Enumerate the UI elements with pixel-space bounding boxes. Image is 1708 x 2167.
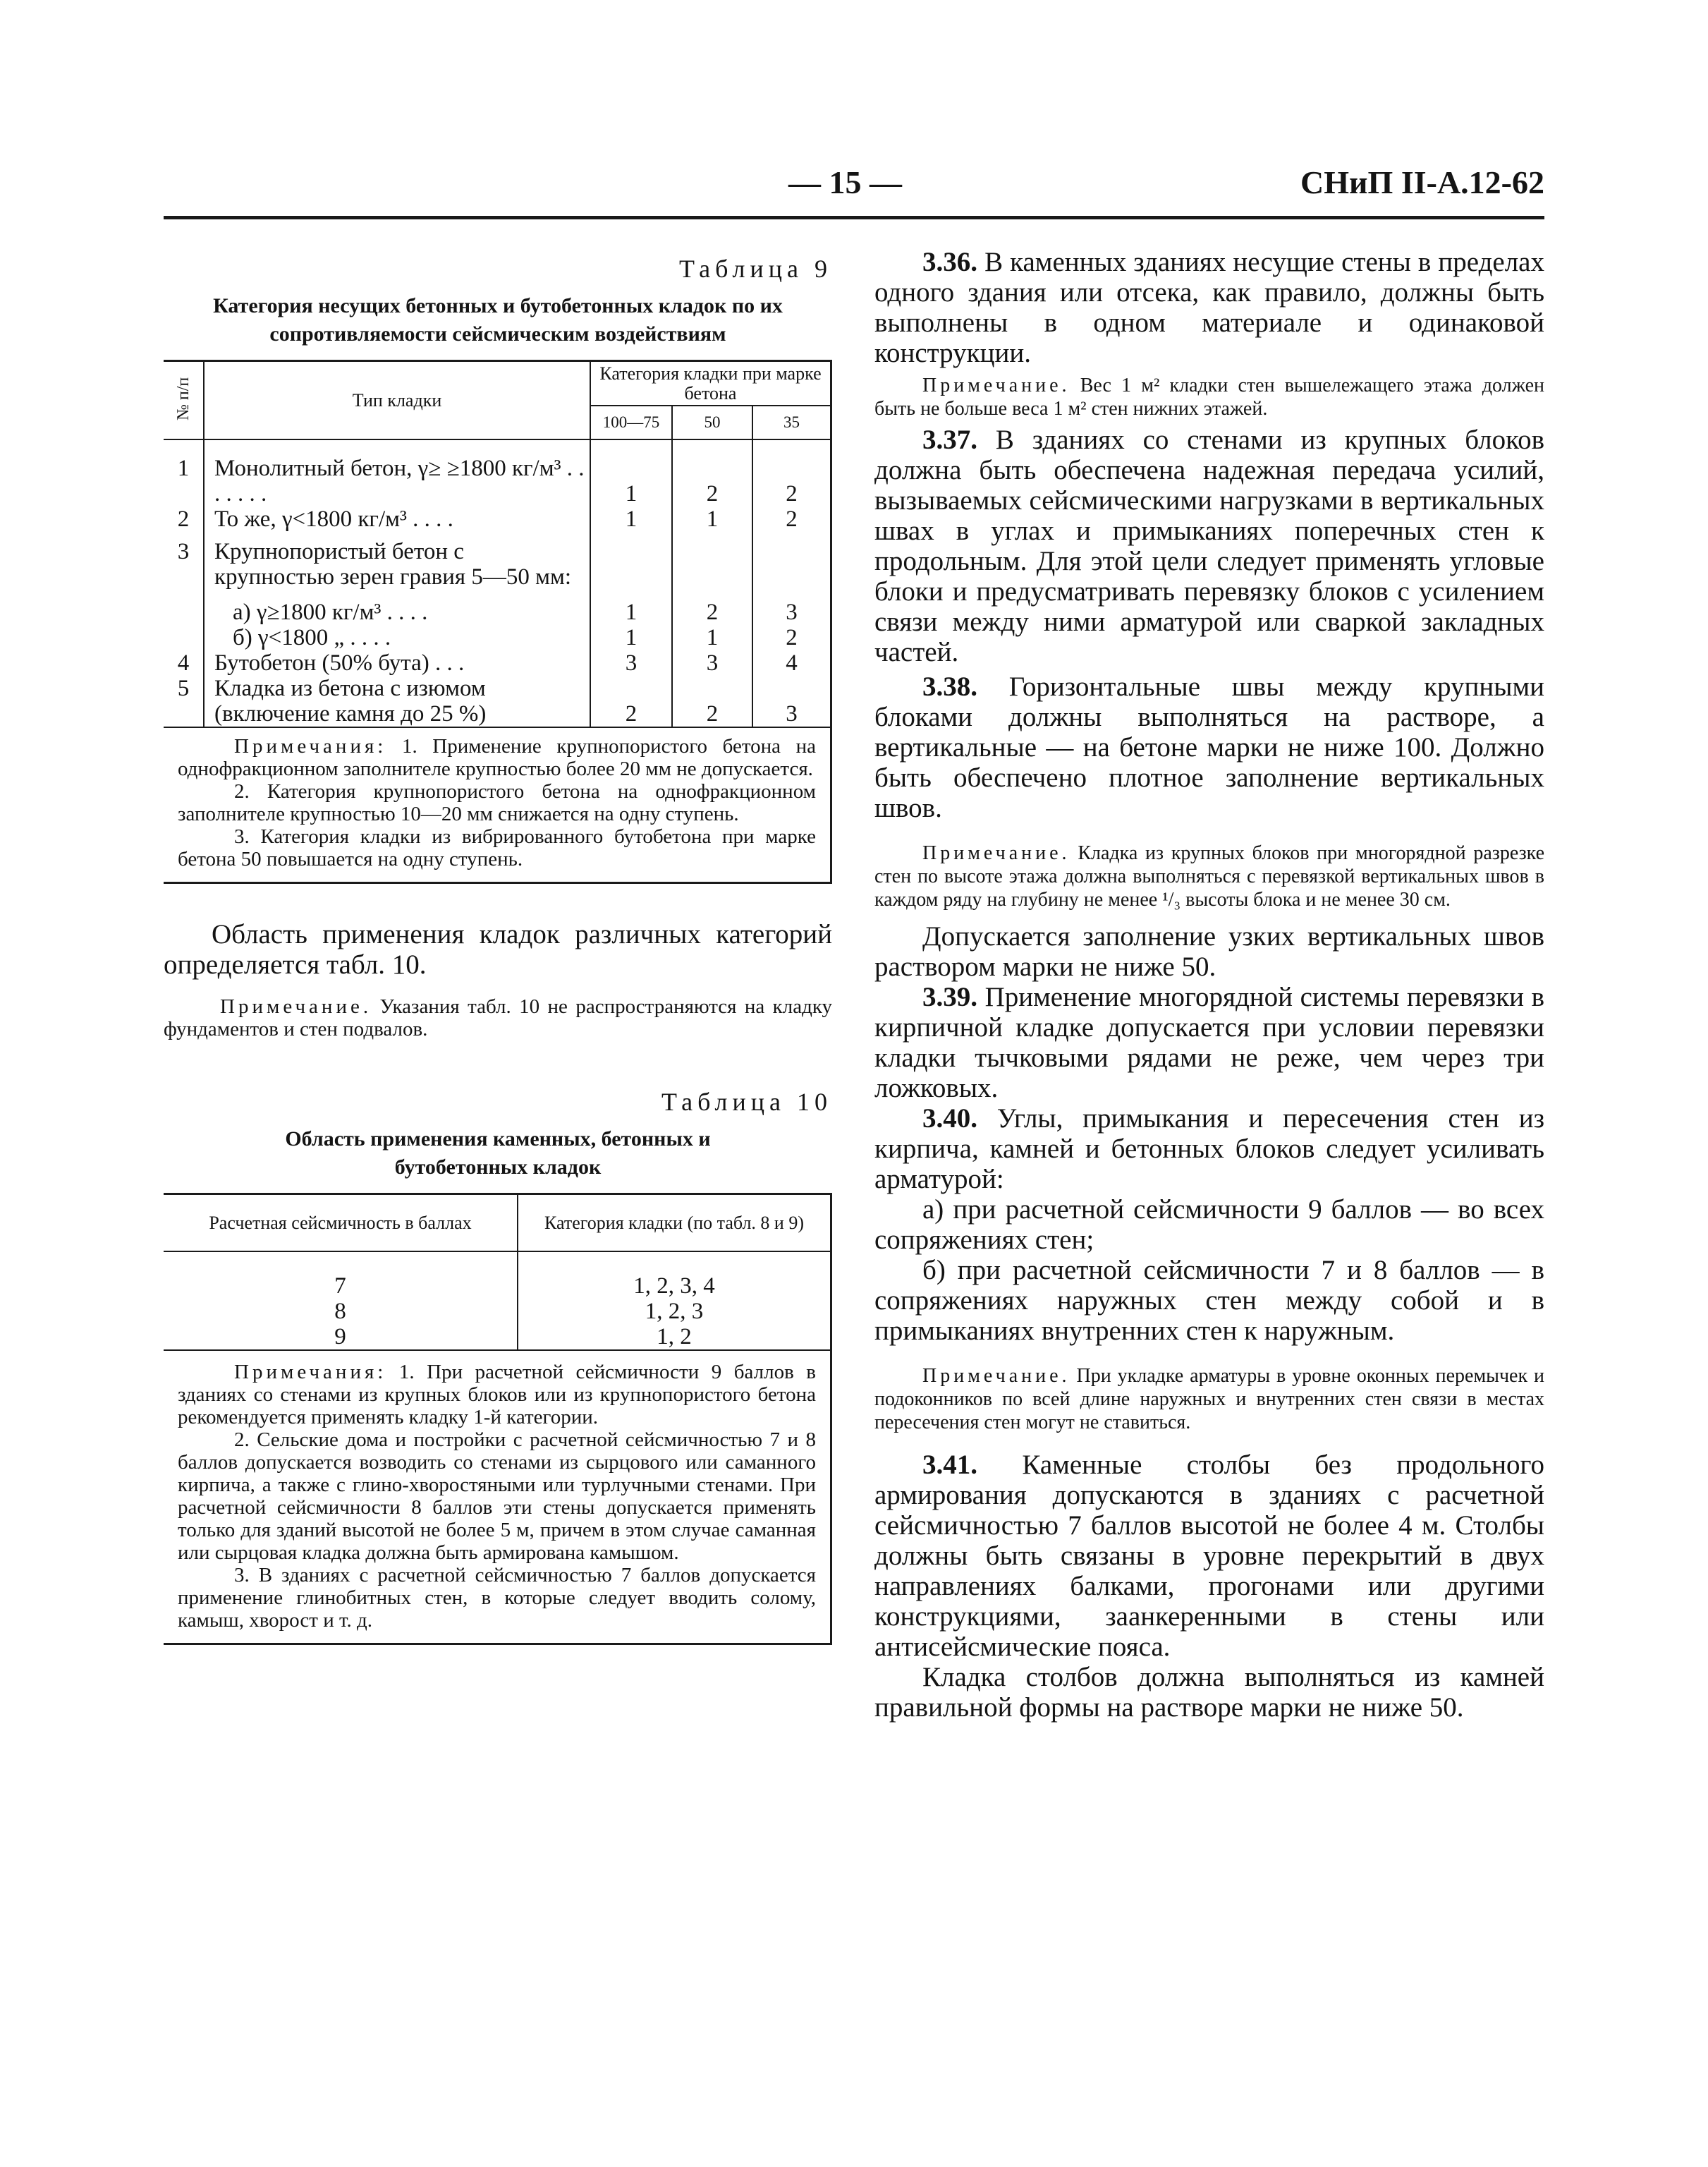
row-category: 1, 2 (657, 1324, 692, 1349)
row-cat-3: 3 (786, 600, 798, 625)
row-number: 3 (164, 532, 204, 590)
table9-row (164, 532, 830, 590)
table10-notes (164, 1349, 830, 1632)
table9-row (164, 650, 830, 676)
note-label: Примечание. (922, 1365, 1070, 1387)
row-cat-3: 3 (786, 701, 798, 727)
clause-number: 3.37. (922, 425, 977, 455)
row-type: Крупнопористый бетон с крупностью зерен гравия 5—50 мм: (204, 532, 590, 590)
table9-note-2: 2. Категория крупнопористого бетона на однофракционном заполнителе крупностью 10—20 мм снижается на одну ступень. (178, 780, 816, 825)
table9-row (164, 625, 830, 650)
table9 (164, 360, 832, 884)
table10-title: Область применения каменных, бетонных и бутобетонных кладок (285, 1127, 711, 1179)
section-3-38 (874, 672, 1544, 823)
table10-note-3: 3. В зданиях с расчетной сейсмичностью 7 баллов допускается применение глинобитных стен, в которые следует вводить солому, камыш, хворост и т. д. (178, 1564, 816, 1632)
row-cat-3: 2 (786, 506, 798, 532)
row-type: Монолитный бетон, γ≥ ≥1800 кг/м³ . . . . . . . (204, 456, 590, 506)
table10-note-2: 2. Сельские дома и постройки с расчетной сейсмичностью 7 и 8 баллов допускается возводить со стенами из сырцового или саманного кирпича, а также с глино-хворостяными или турлучными стенами. При расчетной сейсмичности 8 баллов эти стены допускается применять только для зданий высотой не более 5 м, причем в этом случае саманная или сырцовая кладка должна быть армирована камышом. (178, 1428, 816, 1564)
table10-row (164, 1299, 830, 1324)
table9-row (164, 590, 830, 625)
row-number (164, 625, 204, 650)
clause-text: В зданиях со стенами из крупных блоков должна быть обеспечена надежная передача усилий, вызываемых сейсмическими нагрузками в вертикальных швах в углах и примыканиях поперечных стен к продольным. Для этой цели следует применять угловые блоки и предусматривать перевязку блоков с усилением связи между ними арматурой или сваркой закладных частей. (874, 425, 1545, 667)
note-text: Вес 1 м² кладки стен вышележащего этажа должен быть не больше веса 1 м² стен нижних этажей. (874, 375, 1545, 420)
note-label: Примечание. (220, 995, 372, 1018)
note-text: При укладке арматуры в уровне оконных перемычек и подоконников по всей длине наружных и внутренних стен связи в местах пересечения стен могут не ставиться. (874, 1365, 1544, 1433)
row-cat-3: 2 (786, 625, 798, 650)
table9-notes-label: Примечания: (234, 735, 387, 758)
section-3-39 (874, 982, 1544, 1103)
row-number: 5 (164, 676, 204, 727)
row-type: Бутобетон (50% бута) . . . (204, 650, 590, 676)
table9-row (164, 456, 830, 506)
row-cat-1 (590, 532, 672, 590)
table9-title: Категория несущих бетонных и бутобетонных кладок по их сопротивляемости сейсмическим воздействиям (213, 294, 783, 346)
row-type: Кладка из бетона с изюмом (включение камня до 25 %) (204, 676, 590, 727)
table9-caption: Таблица 9 (679, 255, 832, 283)
table10-reference (164, 919, 832, 980)
row-cat-1: 1 (590, 456, 672, 506)
table9-row (164, 506, 830, 532)
table9-header-m1: 100—75 (590, 406, 672, 439)
clause-text-cont: Кладка столбов должна выполняться из камней правильной формы на растворе марки не ниже 50. (874, 1662, 1544, 1723)
row-cat-2 (672, 532, 752, 590)
clause-text: Горизонтальные швы между крупными блоками должны выполняться на растворе, а вертикальные — на бетоне марки не ниже 100. Должно быть обеспечено плотное заполнение вертикальных швов. (874, 672, 1545, 823)
clause-text: Применение многорядной системы перевязки в кирпичной кладке допускается при условии перевязки кладки тычковыми рядами не реже, чем через три ложковых. (874, 982, 1544, 1103)
clause-number: 3.41. (922, 1450, 977, 1480)
row-cat-1: 1 (590, 590, 672, 625)
note-3-40 (874, 1364, 1544, 1434)
table10-header-seismicity: Расчетная сейсмичность в баллах (164, 1195, 518, 1251)
clause-number: 3.36. (922, 247, 977, 277)
row-number: 2 (164, 506, 204, 532)
row-number (164, 590, 204, 625)
clause-text: Каменные столбы без продольного армирования допускаются в зданиях с расчетной сейсмичностью 7 баллов высотой не более 4 м. Столбы должны быть связаны в уровне перекрытий в двух направлениях балками, прогонами или другими конструкциями, заанкеренными в стены или антисейсмические пояса. (874, 1450, 1544, 1662)
table10-reference-note (164, 995, 832, 1040)
table10-reference-text: Область применения кладок различных категорий определяется табл. 10. (164, 919, 832, 980)
clause-item-b: б) при расчетной сейсмичности 7 и 8 баллов — в сопряжениях наружных стен между собой и в примыканиях внутренних стен к наружным. (874, 1255, 1544, 1346)
table9-header-m2: 50 (672, 406, 752, 439)
table9-header-m3: 35 (752, 406, 830, 439)
section-3-40 (874, 1103, 1544, 1346)
table10-header-category: Категория кладки (по табл. 8 и 9) (518, 1195, 830, 1251)
clause-number: 3.40. (922, 1103, 977, 1134)
header-rule (164, 216, 1544, 219)
section-3-38-cont (874, 921, 1544, 982)
section-3-36 (874, 247, 1544, 368)
document-code: СНиП II-А.12-62 (1300, 164, 1544, 200)
row-cat-2: 1 (672, 506, 752, 532)
right-column (874, 247, 1544, 1723)
row-seismicity: 9 (164, 1324, 518, 1349)
row-cat-3 (752, 532, 830, 590)
note-text: Кладка из крупных блоков при многорядной разрезке стен по высоте этажа должна выполняться с перевязкой вертикальных швов в каждом ряду на глубину не менее ¹/₃ высоты блока и не менее 30 см. (874, 842, 1545, 911)
row-category: 1, 2, 3, 4 (633, 1273, 715, 1299)
row-cat-2: 2 (672, 456, 752, 506)
section-3-41 (874, 1450, 1544, 1723)
table9-header-type: Тип кладки (204, 362, 590, 439)
row-number: 4 (164, 650, 204, 676)
table9-grid (164, 362, 830, 727)
left-column (164, 247, 832, 1645)
row-number: 1 (164, 456, 204, 506)
table9-note-1: 1. Применение крупнопористого бетона на однофракционном заполнителе крупностью более 20 мм не допускается. (178, 735, 816, 780)
row-cat-1: 2 (590, 676, 672, 727)
note-label: Примечание. (922, 842, 1070, 864)
row-cat-1: 3 (590, 650, 672, 676)
row-type: То же, γ<1800 кг/м³ . . . . (204, 506, 590, 532)
page-number: — 15 — (788, 164, 902, 200)
row-cat-2: 3 (672, 650, 752, 676)
clause-item-a: а) при расчетной сейсмичности 9 баллов — во всех сопряжениях стен; (874, 1194, 1544, 1255)
table10-notes-label: Примечания: (234, 1361, 387, 1383)
clause-text: Углы, примыкания и пересечения стен из кирпича, камней и бетонных блоков следует усиливать арматурой: (874, 1103, 1545, 1194)
row-cat-3: 2 (786, 481, 798, 506)
row-cat-2: 2 (672, 676, 752, 727)
row-cat-3: 4 (786, 650, 798, 676)
table10-row (164, 1273, 830, 1299)
clause-number: 3.38. (922, 672, 977, 702)
table9-note-3: 3. Категория кладки из вибрированного бутобетона при марке бетона 50 повышается на одну ступень. (178, 825, 816, 870)
row-category: 1, 2, 3 (645, 1299, 704, 1324)
page-header (0, 164, 1708, 209)
clause-number: 3.39. (922, 982, 977, 1012)
note-text: Указания табл. 10 не распространяются на кладку фундаментов и стен подвалов. (164, 995, 833, 1040)
table10-row (164, 1324, 830, 1349)
table10-note-1: 1. При расчетной сейсмичности 9 баллов в зданиях со стенами из крупных блоков или из крупнопористого бетона рекомендуется применять кладку 1-й категории. (178, 1361, 817, 1428)
table10-grid (164, 1195, 830, 1349)
row-cat-2: 2 (672, 590, 752, 625)
row-type: а) γ≥1800 кг/м³ . . . . (204, 590, 590, 625)
table9-notes (164, 727, 830, 870)
row-seismicity: 7 (164, 1273, 518, 1299)
note-3-36 (874, 374, 1544, 420)
table9-header-group: Категория кладки при марке бетона (590, 362, 830, 406)
table9-header-num: № п/п (174, 377, 193, 420)
table10-caption: Таблица 10 (661, 1088, 832, 1116)
row-cat-1: 1 (590, 506, 672, 532)
row-cat-1: 1 (590, 625, 672, 650)
note-3-38 (874, 842, 1544, 911)
note-label: Примечание. (922, 375, 1070, 396)
row-type: б) γ<1800 „ . . . . (204, 625, 590, 650)
section-3-37 (874, 425, 1544, 667)
row-seismicity: 8 (164, 1299, 518, 1324)
clause-text: В каменных зданиях несущие стены в пределах одного здания или отсека, как правило, должны быть выполнены в одном материале и одинаковой конструкции. (874, 247, 1544, 368)
table10 (164, 1193, 832, 1645)
row-cat-2: 1 (672, 625, 752, 650)
table9-row (164, 676, 830, 727)
clause-text: Допускается заполнение узких вертикальных швов раствором марки не ниже 50. (874, 921, 1544, 982)
